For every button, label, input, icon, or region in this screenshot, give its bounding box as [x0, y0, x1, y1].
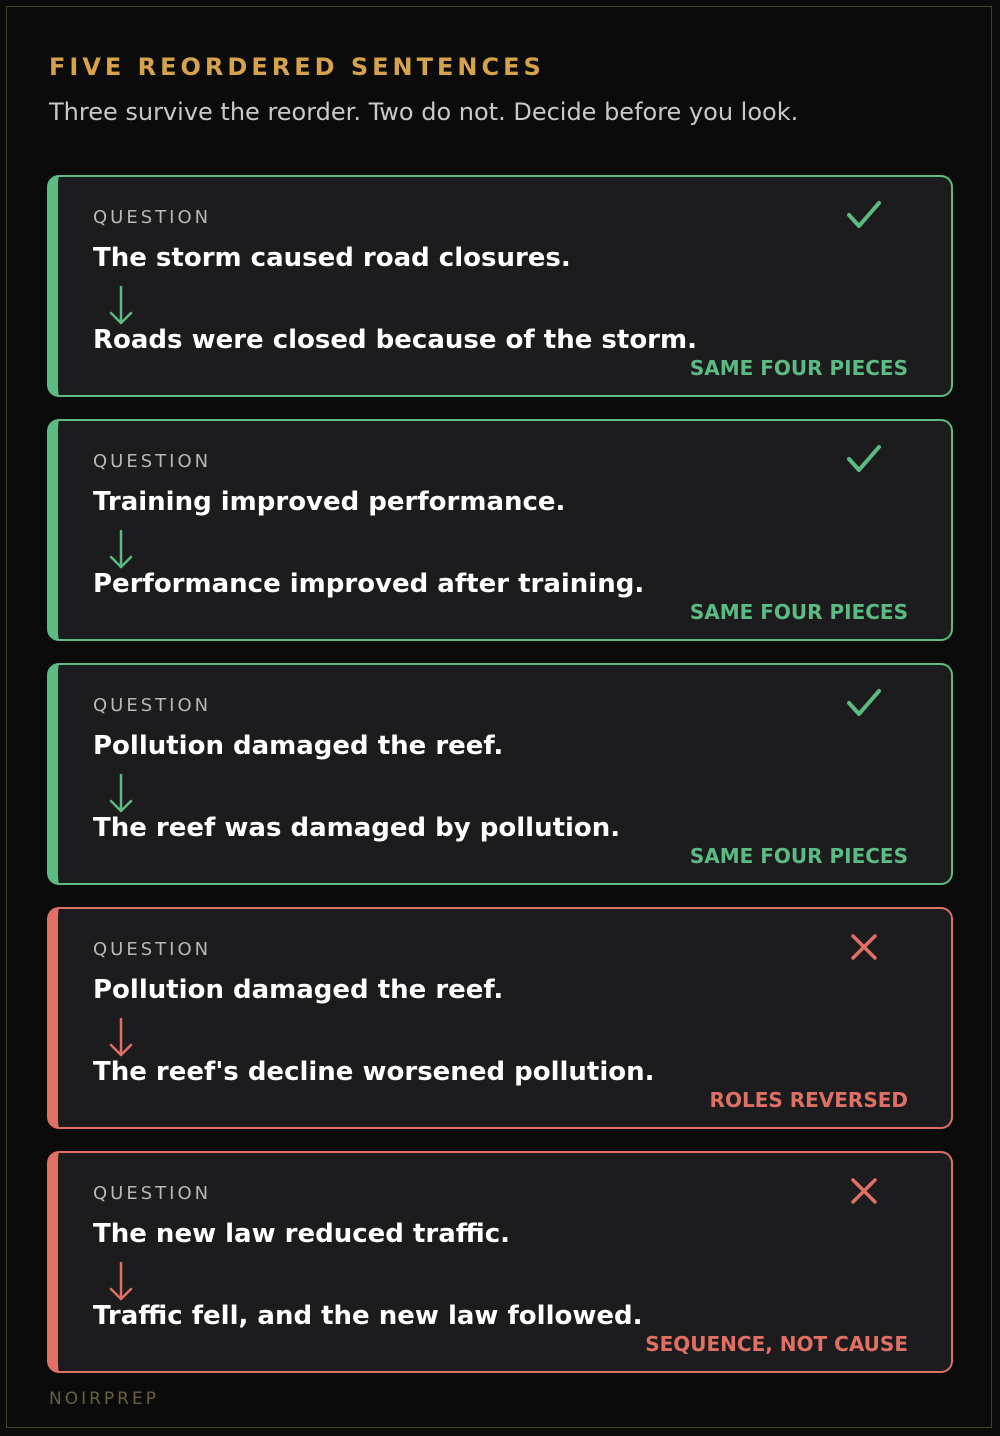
arrow-down-icon: [109, 773, 133, 815]
reordered-sentence: Traffic fell, and the new law followed.: [93, 1301, 643, 1331]
card-label: QUESTION: [93, 207, 212, 228]
sentence-card-2[interactable]: [47, 419, 953, 641]
verdict-label: SAME FOUR PIECES: [689, 600, 908, 624]
original-sentence: Pollution damaged the reef.: [93, 731, 504, 761]
page-subtitle: Three survive the reorder. Two do not. Decide before you look.: [49, 98, 799, 126]
arrow-down-icon: [109, 1017, 133, 1059]
reordered-sentence: The reef was damaged by pollution.: [93, 813, 621, 843]
reordered-sentence: The reef's decline worsened pollution.: [93, 1057, 655, 1087]
brand-footer: NOIRPREP: [49, 1389, 159, 1409]
original-sentence: The new law reduced traffic.: [93, 1219, 511, 1249]
card-label: QUESTION: [93, 1183, 212, 1204]
original-sentence: The storm caused road closures.: [93, 243, 571, 273]
arrow-down-icon: [109, 529, 133, 571]
sentence-card-4[interactable]: [47, 907, 953, 1129]
arrow-down-icon: [109, 285, 133, 327]
check-icon: [844, 683, 884, 723]
verdict-label: SAME FOUR PIECES: [689, 844, 908, 868]
check-icon: [844, 195, 884, 235]
card-label: QUESTION: [93, 939, 212, 960]
reordered-sentence: Performance improved after training.: [93, 569, 645, 599]
reordered-sentence: Roads were closed because of the storm.: [93, 325, 697, 355]
sentence-card-3[interactable]: [47, 663, 953, 885]
cross-icon: [844, 1171, 884, 1211]
verdict-label: ROLES REVERSED: [709, 1088, 908, 1112]
sentence-card-5[interactable]: [47, 1151, 953, 1373]
original-sentence: Training improved performance.: [93, 487, 566, 517]
page-title: FIVE REORDERED SENTENCES: [49, 53, 545, 81]
cross-icon: [844, 927, 884, 967]
verdict-label: SEQUENCE, NOT CAUSE: [645, 1332, 908, 1356]
verdict-label: SAME FOUR PIECES: [689, 356, 908, 380]
check-icon: [844, 439, 884, 479]
sentence-card-1[interactable]: [47, 175, 953, 397]
card-label: QUESTION: [93, 451, 212, 472]
arrow-down-icon: [109, 1261, 133, 1303]
card-label: QUESTION: [93, 695, 212, 716]
original-sentence: Pollution damaged the reef.: [93, 975, 504, 1005]
